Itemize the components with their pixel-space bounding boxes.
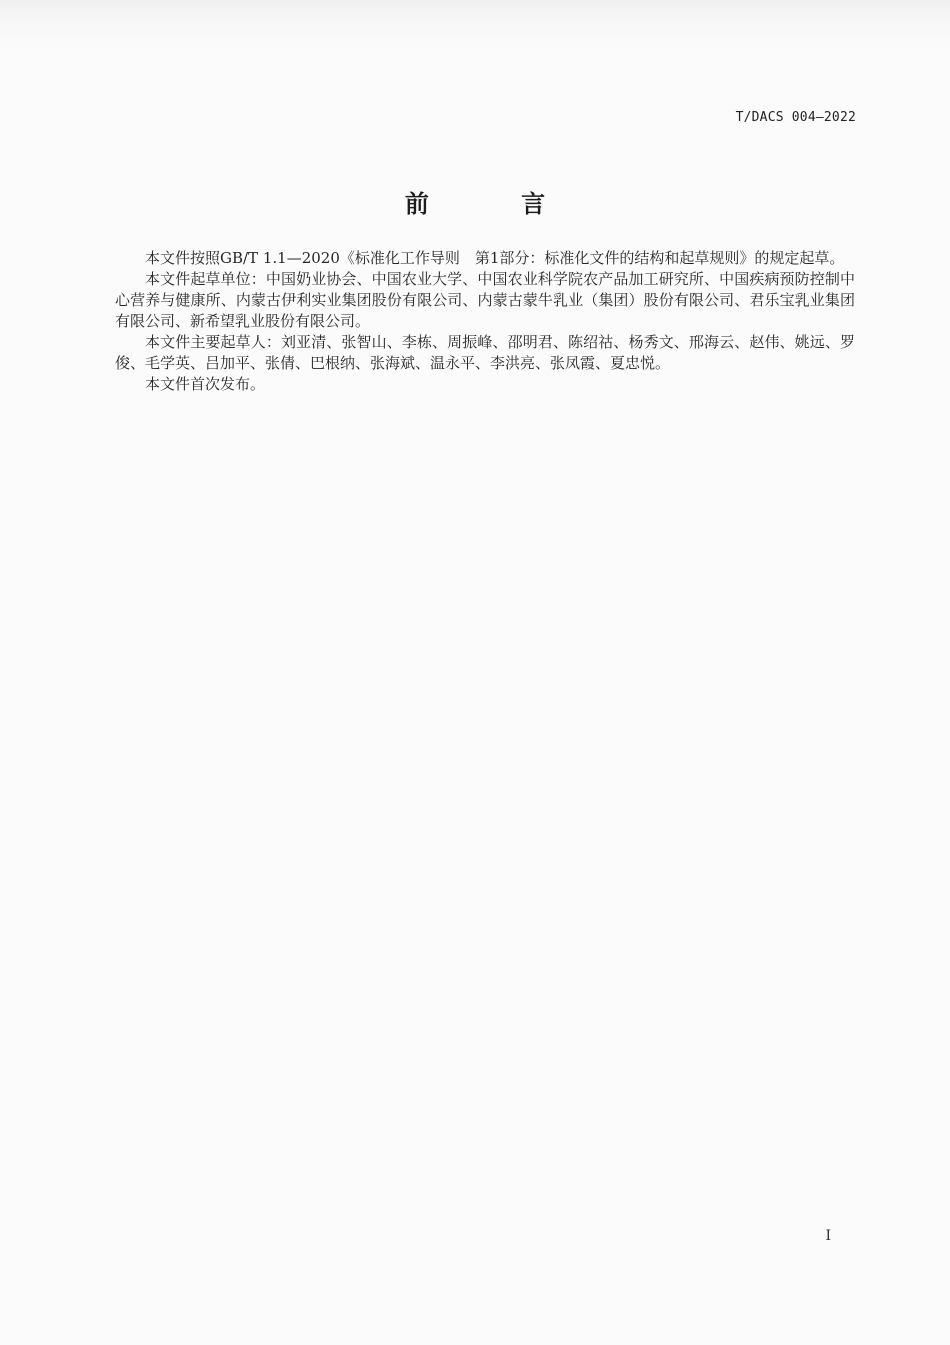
- page-number: I: [825, 1228, 831, 1244]
- paragraph-drafting-basis: 本文件按照GB/T 1.1—2020《标准化工作导则 第1部分：标准化文件的结构和起草规则》的规定起草。: [145, 249, 845, 267]
- paragraph-first-release: 本文件首次发布。: [145, 375, 266, 393]
- scan-shadow: [0, 0, 950, 52]
- section-title: 前 言: [404, 190, 588, 218]
- paragraph-drafting-units: 本文件起草单位：中国奶业协会、中国农业大学、中国农业科学院农产品加工研究所、中国疾病预防控制中心营养与健康所、内蒙古伊利实业集团股份有限公司、内蒙古蒙牛乳业（集团）股份有限公司、君乐宝乳业集团有限公司、新希望乳业股份有限公司。: [115, 270, 855, 330]
- foreword-body: [115, 248, 855, 395]
- paragraph-drafters: 本文件主要起草人：刘亚清、张智山、李栋、周振峰、邵明君、陈绍祜、杨秀文、邢海云、赵伟、姚远、罗俊、毛学英、吕加平、张倩、巴根纳、张海斌、温永平、李洪亮、张凤霞、夏忠悦。: [115, 333, 855, 372]
- document-code: T/DACS 004—2022: [735, 110, 856, 125]
